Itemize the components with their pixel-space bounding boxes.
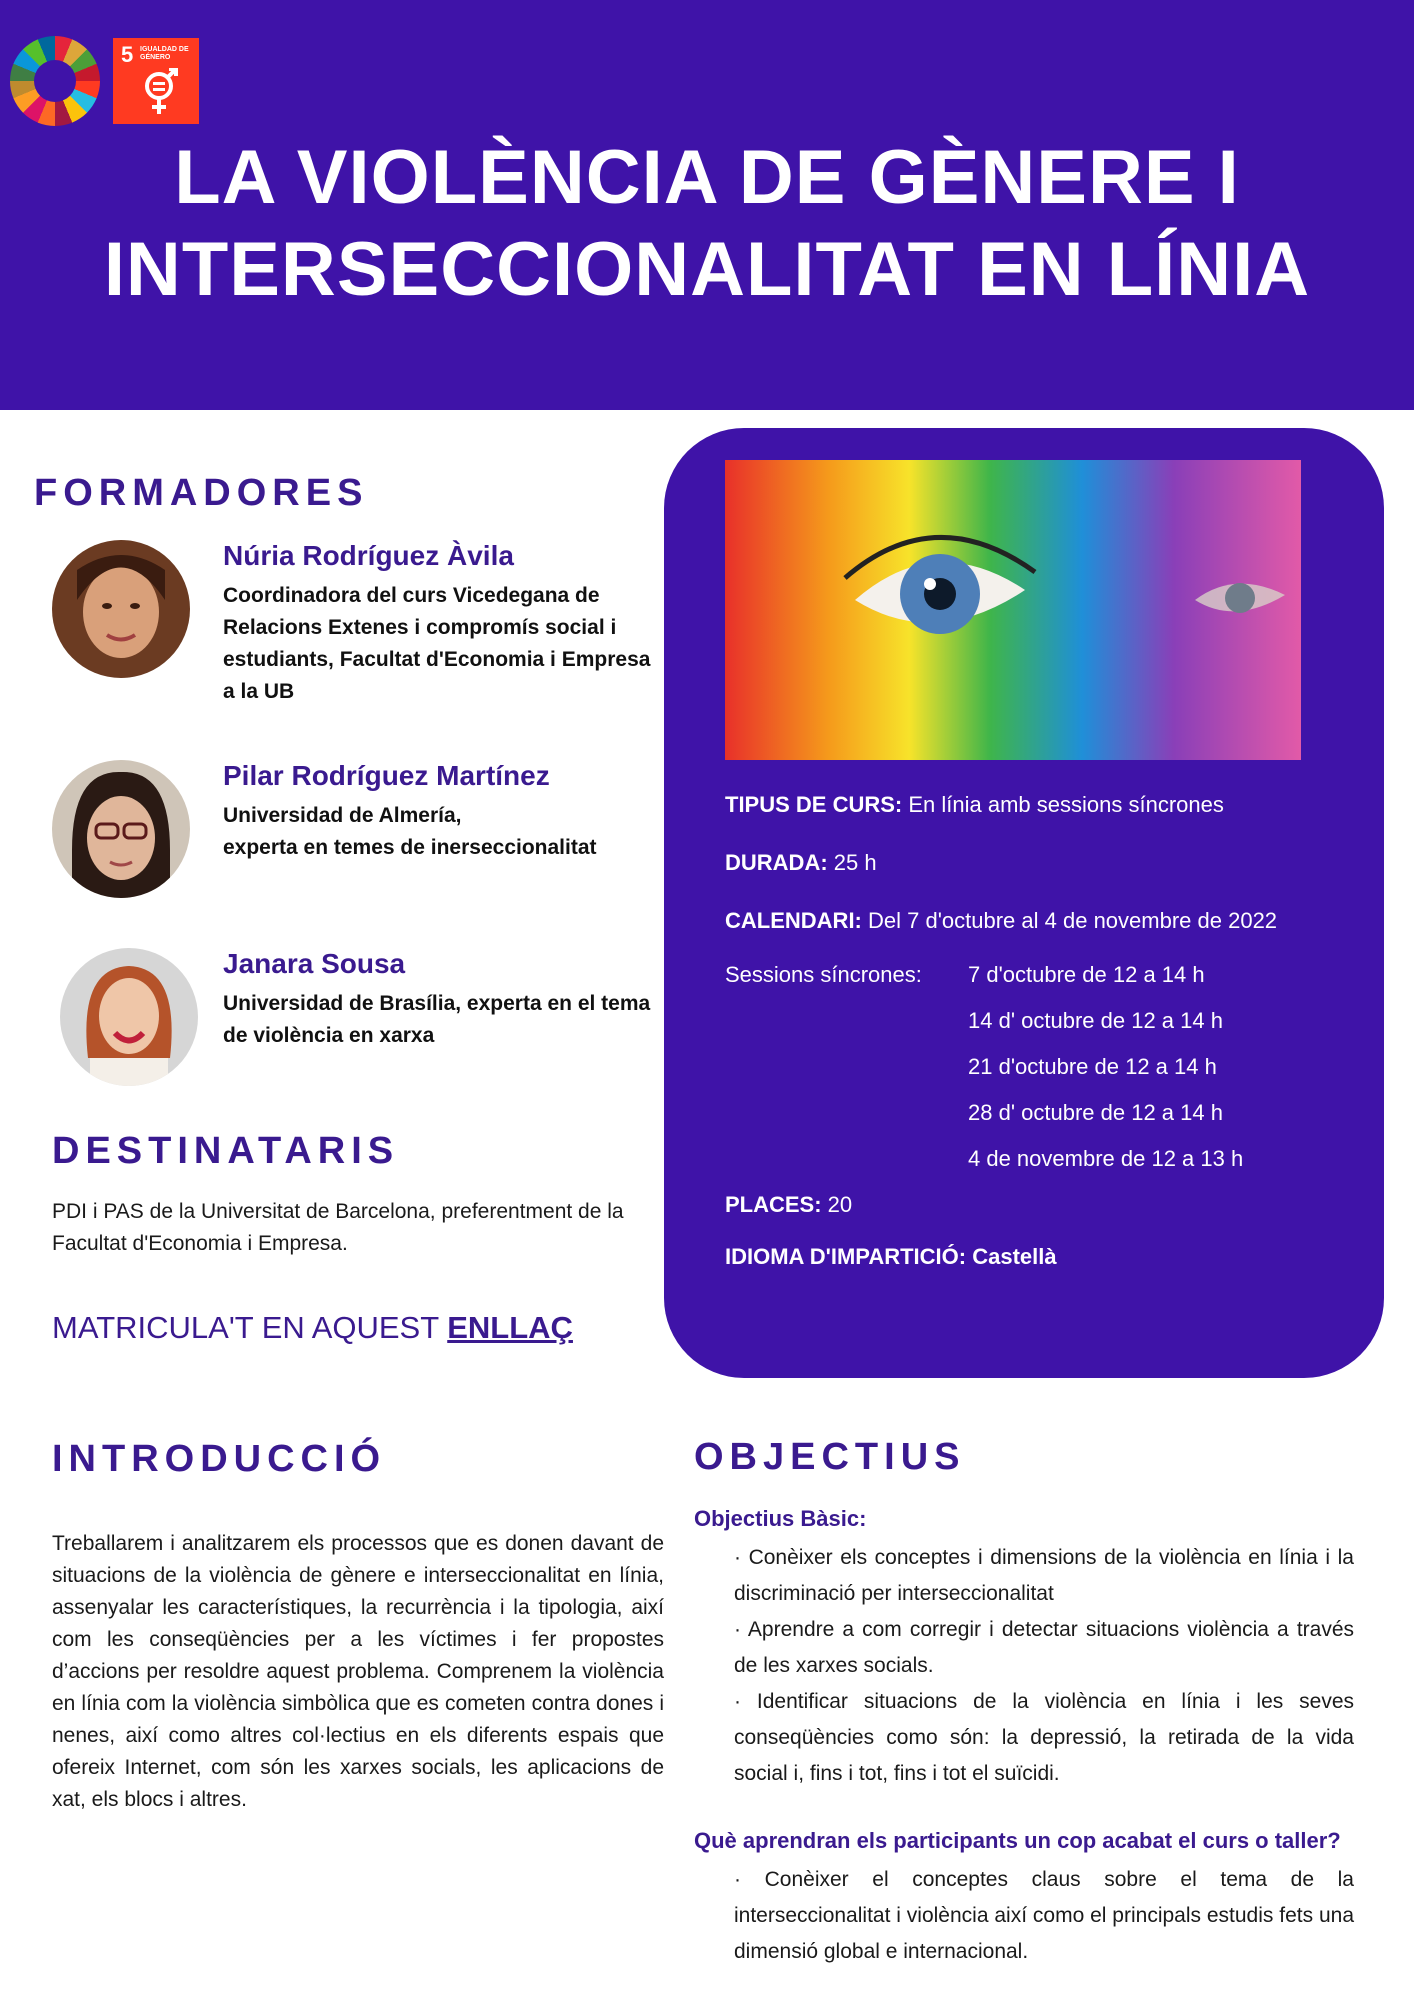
title-line-2: INTERSECCIONALITAT EN LÍNIA: [103, 227, 1311, 312]
duration-label: DURADA:: [725, 850, 828, 875]
session-item: 21 d'octubre de 12 a 14 h: [968, 1054, 1217, 1079]
gender-equality-icon: [139, 68, 179, 118]
trainer-card-3: [52, 948, 652, 1088]
enroll-text: MATRICULA'T EN AQUEST: [52, 1310, 448, 1345]
introduccio-heading: INTRODUCCIÓ: [52, 1438, 387, 1480]
formadores-heading: FORMADORES: [34, 472, 369, 514]
trainer-card-1: [52, 540, 652, 703]
places-value: 20: [821, 1192, 853, 1217]
objectius-learn-item: · Conèixer el conceptes claus sobre el tema de la interseccionalitat i violència així como el principals estudis fets una dimensió global e internacional.: [734, 1868, 1354, 1963]
sdg5-number: 5: [121, 42, 134, 67]
objectius-heading: OBJECTIUS: [694, 1436, 966, 1478]
session-item: 14 d' octubre de 12 a 14 h: [968, 1008, 1223, 1033]
objectius-basic-item: · Conèixer els conceptes i dimensions de la violència en línia i la discriminació per interseccionalitat: [734, 1546, 1354, 1605]
page-title: [0, 132, 1414, 316]
trainer-name: Janara Sousa: [223, 948, 406, 979]
trainer-description: [223, 800, 663, 864]
session-item: 4 de novembre de 12 a 13 h: [968, 1146, 1244, 1171]
trainer-description-line-2: experta en temes de inerseccionalitat: [223, 836, 597, 859]
objectius-basic-heading: Objectius Bàsic:: [694, 1506, 867, 1531]
sessions-label: Sessions síncrones:: [725, 962, 922, 987]
session-item: 7 d'octubre de 12 a 14 h: [968, 962, 1205, 987]
session-item: 28 d' octubre de 12 a 14 h: [968, 1100, 1223, 1125]
avatar: [60, 948, 198, 1086]
objectius-basic-item: · Identificar situacions de la violència en línia i les seves conseqüències como són: la depressió, la retirada de la vida social i, fins i tot, fins i tot el suïcidi.: [734, 1690, 1354, 1785]
places-label: PLACES:: [725, 1192, 822, 1217]
course-duration: [725, 850, 877, 876]
enroll-line: [52, 1310, 573, 1346]
trainer-card-2: [52, 760, 652, 900]
destinataris-heading: DESTINATARIS: [52, 1130, 400, 1172]
trainer-name: Pilar Rodríguez Martínez: [223, 760, 550, 791]
rainbow-face-photo: [725, 460, 1301, 760]
course-language: IDIOMA D'IMPARTICIÓ: Castellà: [725, 1244, 1057, 1269]
avatar: [52, 760, 190, 898]
title-line-1: LA VIOLÈNCIA DE GÈNERE I: [174, 135, 1240, 220]
course-places: [725, 1192, 852, 1218]
calendar-label: CALENDARI:: [725, 908, 862, 933]
introduccio-text: Treballarem i analitzarem els processos que es donen davant de situacions de la violència de gènere e interseccionalitat en línia, assenyalar les característiques, la recurrència i la tipologia, així com les conseqüències per a les víctimes i fer propostes d’accions per resoldre aquest problema. Comprenem la violència en línia com la violència simbòlica que es cometen contra dones i nenes, així como altres col·lectius en els diferents espais que ofereix Internet, com són les xarxes socials, les aplicacions de xat, els blocs i altres.: [52, 1532, 664, 1811]
objectius-basic-item: · Aprendre a com corregir i detectar situacions violència a través de les xarxes socials.: [734, 1618, 1354, 1677]
sdg5-label: IGUALDAD DE GÉNERO: [140, 46, 189, 61]
header-banner: [0, 0, 1414, 410]
avatar: [52, 540, 190, 678]
duration-value: 25 h: [827, 850, 877, 875]
course-type-value: En línia amb sessions síncrones: [902, 792, 1224, 817]
trainer-name: Núria Rodríguez Àvila: [223, 540, 514, 571]
calendar-value: Del 7 d'octubre al 4 de novembre de 2022: [861, 908, 1278, 933]
destinataris-text: PDI i PAS de la Universitat de Barcelona, preferentment de la Facultat d'Economia i Empresa.: [52, 1200, 624, 1255]
sdg-wheel-logo: [10, 36, 100, 126]
enroll-link[interactable]: ENLLAÇ: [447, 1310, 573, 1345]
course-type: [725, 792, 1224, 818]
course-type-label: TIPUS DE CURS:: [725, 792, 903, 817]
trainer-description-line-1: Universidad de Almería,: [223, 804, 462, 827]
course-calendar: [725, 908, 1277, 934]
sdg5-logo: [113, 38, 199, 124]
objectius-learn-heading: Què aprendran els participants un cop acabat el curs o taller?: [694, 1828, 1341, 1853]
trainer-description: Coordinadora del curs Vicedegana de Relacions Extenes i compromís social i estudiants, Facultat d'Economia i Empresa a la UB: [223, 584, 651, 703]
trainer-description: Universidad de Brasília, experta en el tema de violència en xarxa: [223, 992, 651, 1047]
